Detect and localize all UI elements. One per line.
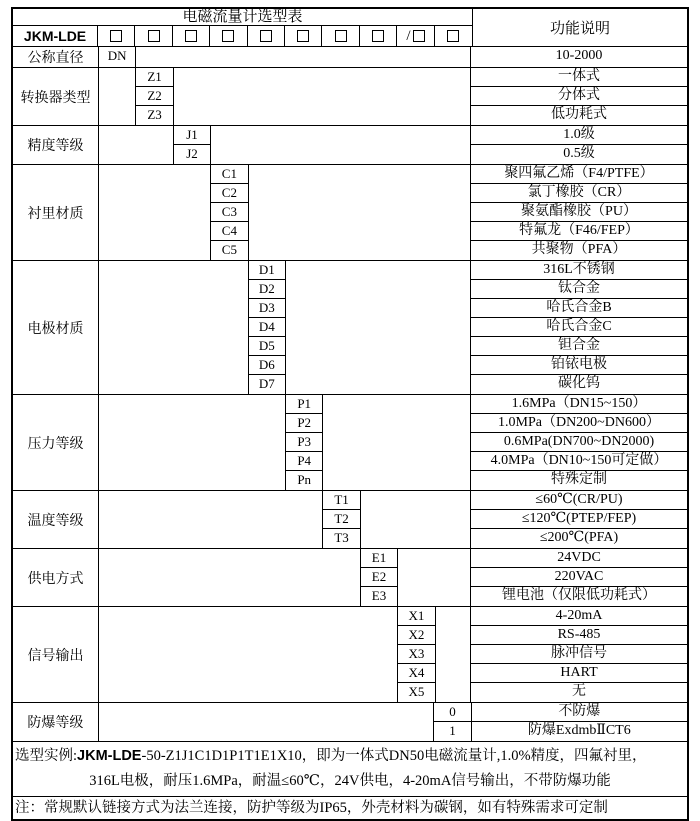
category-label-liner-material: 衬里材质 <box>13 165 99 260</box>
checkbox-icon <box>335 30 347 42</box>
desc-cell-X2: RS-485 <box>471 626 687 645</box>
model-code-cell-5 <box>248 26 285 46</box>
selection-table <box>11 7 689 821</box>
desc-cell-C5: 共聚物（PFA） <box>531 242 627 257</box>
desc-cell-C2: 氯丁橡胶（CR） <box>471 184 687 203</box>
code-cell-X4: X4 <box>398 664 434 683</box>
group-dn <box>13 47 687 68</box>
left-spacer <box>99 703 435 741</box>
code-cell-E3: E3 <box>371 588 387 603</box>
desc-cell-D6: 铂铱电极 <box>471 356 687 375</box>
description-column-signal-output <box>471 607 687 702</box>
code-column-explosion-proof <box>434 703 471 741</box>
desc-cell-D4: 哈氏合金C <box>471 318 687 337</box>
left-spacer <box>99 126 174 164</box>
code-cell-D6: D6 <box>249 356 285 375</box>
right-spacer <box>436 607 471 702</box>
code-cell-0: 0 <box>434 703 470 722</box>
model-code-cell-6 <box>285 26 322 46</box>
desc-cell-Pn: 特殊定制 <box>551 472 607 487</box>
desc-cell-T1: ≤60℃(CR/PU) <box>471 491 687 510</box>
desc-cell-T3: ≤200℃(PFA) <box>539 530 619 545</box>
code-cell-D3: D3 <box>249 299 285 318</box>
checkbox-icon <box>185 30 197 42</box>
model-code-cell-9 <box>397 26 434 46</box>
desc-cell-J2: 0.5级 <box>563 146 595 161</box>
left-spacer <box>99 491 323 548</box>
group-explosion-proof <box>13 703 687 742</box>
model-code-cell-8 <box>360 26 397 46</box>
group-accuracy-class <box>13 126 687 165</box>
code-cell-C2: C2 <box>211 184 247 203</box>
checkbox-icon <box>297 30 309 42</box>
checkbox-icon <box>260 30 272 42</box>
code-cell-E2: E2 <box>361 568 397 587</box>
code-column-signal-output <box>398 607 435 702</box>
code-cell-D4: D4 <box>249 318 285 337</box>
group-signal-output <box>13 607 687 703</box>
code-cell-X2: X2 <box>398 626 434 645</box>
right-spacer <box>323 395 471 490</box>
desc-cell-E1: 24VDC <box>471 549 687 568</box>
code-cell-D1: D1 <box>249 261 285 280</box>
code-cell-C1: C1 <box>211 165 247 184</box>
code-cell-1: 1 <box>449 723 456 738</box>
code-cell-Z1: Z1 <box>136 68 172 87</box>
model-prefix-label: JKM-LDE <box>13 26 98 46</box>
code-cell-J2: J2 <box>186 146 198 161</box>
model-code-row <box>13 26 472 46</box>
code-cell-DN: DN <box>107 48 127 63</box>
code-cell-Pn: Pn <box>297 472 312 487</box>
code-cell-E1: E1 <box>361 549 397 568</box>
code-column-dn <box>99 47 136 67</box>
code-cell-C4: C4 <box>211 222 247 241</box>
checkbox-icon <box>372 30 384 42</box>
code-cell-P2: P2 <box>286 414 322 433</box>
code-cell-Z2: Z2 <box>136 87 172 106</box>
example-prefix: 选型实例: <box>15 748 78 764</box>
desc-cell-X1: 4-20mA <box>471 607 687 626</box>
code-column-power-supply <box>361 549 398 606</box>
model-code-cell-7 <box>322 26 359 46</box>
desc-cell-X3: 脉冲信号 <box>471 645 687 664</box>
desc-cell-1: 防爆ExdmbⅡCT6 <box>527 723 631 738</box>
left-spacer <box>99 261 249 394</box>
code-cell-P3: P3 <box>286 433 322 452</box>
category-label-temperature-class: 温度等级 <box>13 491 99 548</box>
model-code-cell-4 <box>210 26 247 46</box>
slash-separator: / <box>406 28 411 44</box>
category-label-accuracy-class: 精度等级 <box>13 126 99 164</box>
description-column-power-supply <box>471 549 687 606</box>
table-title: 电磁流量计选型表 <box>13 9 472 26</box>
model-code-cell-2 <box>135 26 172 46</box>
group-liner-material <box>13 165 687 261</box>
checkbox-icon <box>413 30 425 42</box>
code-cell-C5: C5 <box>221 242 237 257</box>
code-column-temperature-class <box>323 491 360 548</box>
table-header <box>13 9 687 47</box>
group-power-supply <box>13 549 687 607</box>
description-column-transducer-type <box>471 68 687 125</box>
desc-cell-C1: 聚四氟乙烯（F4/PTFE） <box>471 165 687 184</box>
example-line-1 <box>15 743 685 769</box>
code-column-transducer-type <box>136 68 173 125</box>
code-cell-D7: D7 <box>258 376 275 391</box>
example-line-2: 316L电极，耐压1.6MPa，耐温≤60℃，24V供电，4-20mA信号输出，不带防爆功能 <box>89 773 611 789</box>
code-cell-X1: X1 <box>398 607 434 626</box>
desc-cell-X4: HART <box>471 664 687 683</box>
desc-cell-P3: 0.6MPa(DN700~DN2000) <box>471 433 687 452</box>
function-column-header: 功能说明 <box>549 21 610 37</box>
code-cell-T1: T1 <box>323 491 359 510</box>
category-label-pressure-class: 压力等级 <box>13 395 99 490</box>
model-code-boxes <box>98 26 472 46</box>
selection-example-row <box>13 742 687 796</box>
checkbox-icon <box>110 30 122 42</box>
desc-cell-C4: 特氟龙（F46/FEP） <box>471 222 687 241</box>
left-spacer <box>99 68 136 125</box>
right-spacer <box>361 491 471 548</box>
code-cell-X5: X5 <box>408 684 425 699</box>
left-spacer <box>99 607 398 702</box>
code-cell-T2: T2 <box>323 510 359 529</box>
desc-cell-Z2: 分体式 <box>471 87 687 106</box>
desc-cell-Z3: 低功耗式 <box>551 107 607 122</box>
model-code-cell-10 <box>435 26 472 46</box>
right-spacer <box>136 47 471 67</box>
model-code-cell-3 <box>173 26 210 46</box>
category-label-transducer-type: 转换器类型 <box>13 68 99 125</box>
right-spacer <box>286 261 471 394</box>
desc-cell-DN: 10-2000 <box>555 48 603 63</box>
right-spacer <box>249 165 471 260</box>
code-cell-D2: D2 <box>249 280 285 299</box>
checkbox-icon <box>222 30 234 42</box>
desc-cell-0: 不防爆 <box>472 703 687 722</box>
desc-cell-D3: 哈氏合金B <box>471 299 687 318</box>
desc-cell-J1: 1.0级 <box>471 126 687 145</box>
description-column-liner-material <box>471 165 687 260</box>
group-pressure-class <box>13 395 687 491</box>
desc-cell-Z1: 一体式 <box>471 68 687 87</box>
group-transducer-type <box>13 68 687 126</box>
category-label-electrode-material: 电极材质 <box>13 261 99 394</box>
desc-cell-P2: 1.0MPa（DN200~DN600） <box>471 414 687 433</box>
checkbox-icon <box>447 30 459 42</box>
code-column-accuracy-class <box>174 126 211 164</box>
group-temperature-class <box>13 491 687 549</box>
desc-cell-T2: ≤120℃(PTEP/FEP) <box>471 510 687 529</box>
desc-cell-D5: 钽合金 <box>471 337 687 356</box>
right-spacer <box>398 549 471 606</box>
right-spacer <box>174 68 471 125</box>
right-spacer <box>211 126 471 164</box>
description-column-explosion-proof <box>472 703 687 741</box>
code-column-electrode-material <box>249 261 286 394</box>
note-row: 注：常规默认链接方式为法兰连接，防护等级为IP65，外壳材料为碳钢，如有特殊需求可定制 <box>13 796 687 819</box>
desc-cell-E3: 锂电池（仅限低功耗式） <box>502 588 656 603</box>
desc-cell-P4: 4.0MPa（DN10~150可定做） <box>471 452 687 471</box>
code-column-liner-material <box>211 165 248 260</box>
category-label-explosion-proof: 防爆等级 <box>13 703 99 741</box>
code-cell-X3: X3 <box>398 645 434 664</box>
desc-cell-D2: 钛合金 <box>471 280 687 299</box>
category-label-dn: 公称直径 <box>13 47 99 67</box>
desc-cell-C3: 聚氨酯橡胶（PU） <box>471 203 687 222</box>
group-electrode-material <box>13 261 687 395</box>
code-column-pressure-class <box>286 395 323 490</box>
code-cell-P4: P4 <box>286 452 322 471</box>
example-line1-rest: -50-Z1J1C1D1P1T1E1X10，即为一体式DN50电磁流量计,1.0%精度，四氟衬里， <box>141 748 647 764</box>
description-column-temperature-class <box>471 491 687 548</box>
description-column-dn <box>471 47 687 67</box>
header-left-section <box>13 9 473 46</box>
description-column-electrode-material <box>471 261 687 394</box>
option-groups <box>13 47 687 742</box>
desc-cell-D1: 316L不锈钢 <box>471 261 687 280</box>
category-label-signal-output: 信号输出 <box>13 607 99 702</box>
code-cell-P1: P1 <box>286 395 322 414</box>
checkbox-icon <box>148 30 160 42</box>
model-code-cell-1 <box>98 26 135 46</box>
left-spacer <box>99 395 286 490</box>
description-column-pressure-class <box>471 395 687 490</box>
desc-cell-P1: 1.6MPa（DN15~150） <box>471 395 687 414</box>
desc-cell-E2: 220VAC <box>471 568 687 587</box>
left-spacer <box>99 165 211 260</box>
code-cell-Z3: Z3 <box>147 107 162 122</box>
category-label-power-supply: 供电方式 <box>13 549 99 606</box>
left-spacer <box>99 549 361 606</box>
description-column-accuracy-class <box>471 126 687 164</box>
code-cell-D5: D5 <box>249 337 285 356</box>
desc-cell-X5: 无 <box>572 684 586 699</box>
desc-cell-D7: 碳化钨 <box>558 376 600 391</box>
code-cell-T3: T3 <box>334 530 349 545</box>
example-model-code: JKM-LDE <box>77 748 142 764</box>
code-cell-J1: J1 <box>174 126 210 145</box>
code-cell-C3: C3 <box>211 203 247 222</box>
